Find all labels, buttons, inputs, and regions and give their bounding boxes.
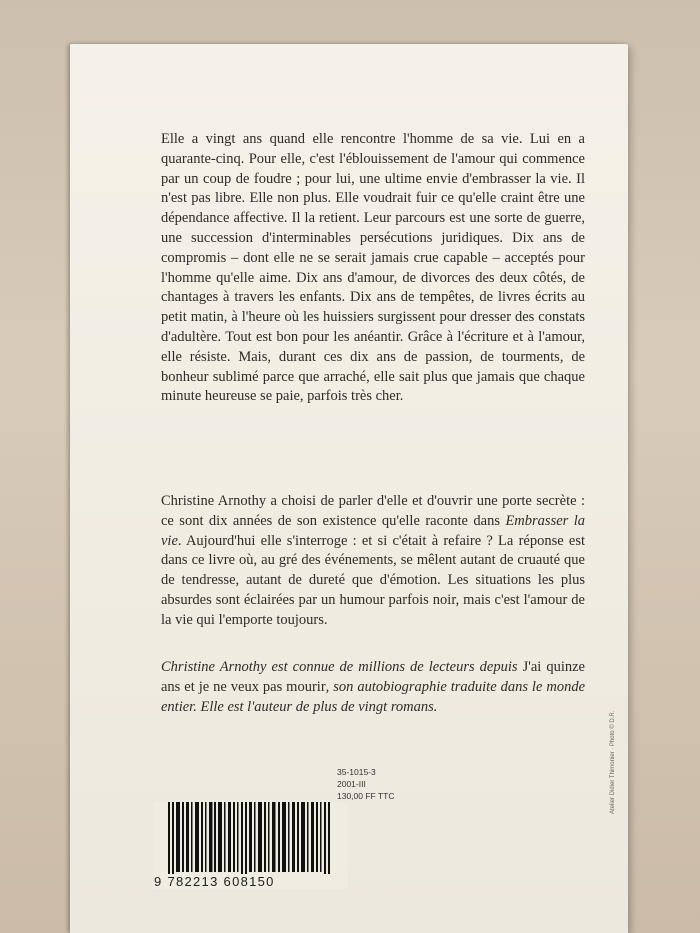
paragraph-3-text [161,658,585,717]
edition-code: 2001-III [337,779,366,789]
paragraph-2-part-1: Christine Arnothy a choisi de parler d'elle et d'ouvrir une porte secrète : ce sont dix années de son existence qu'elle raconte dans [161,493,585,529]
paragraph-3-part-2: , son [325,678,358,695]
book-title-embrasser-la-vie: Embrasser la vie [161,512,586,549]
isbn-barcode [154,802,348,902]
book-title-jai-quinze-ans: J'ai quinze ans et je ne veux pas mourir [161,659,585,695]
book-back-cover [70,44,628,933]
catalog-number: 35-1015-3 [337,767,376,777]
photo-credit: Atelier Didier Thimonier · Photo © D.R. [610,710,616,814]
paragraph-1-text: Elle a vingt ans quand elle rencontre l'homme de sa vie. Lui en a quarante-cinq. Pour elle, c'est l'éblouissement de l'amour qui commence par un coup de foudre ; pour lui, une ultime envie d'embrasser la vie. Il n'est pas libre. Elle non plus. Elle voudrait fuir ce qu'elle craint être une dépendance affective. Il la retient. Leur parcours est une sorte de guerre, une succession d'interminables persécutions juridiques. Dix ans de compromis – dont elle ne se serait jamais crue capable – acceptés pour l'homme qu'elle aime. Dix ans d'amour, de divorces des deux côtés, de chantages à travers les enfants. Dix ans de tempêtes, de livres écrits au petit matin, à l'heure où les huissiers surgissent pour dresser des constats d'adultère. Tout est bon pour les anéantir. Grâce à l'écriture et à l'amour, elle résiste. Mais, durant ces dix ans de passion, de tourments, de bonheur sublimé parce que arraché, elle sait plus que jamais que chaque minute heureuse se paie, parfois très cher. [161,131,585,405]
paragraph-3-part-1: Christine Arnothy est connue de millions de lecteurs depuis [161,659,523,675]
paragraph-2-text [161,492,585,631]
paragraph-2-part-2: . Aujourd'hui elle s'interroge : et si c'était à refaire ? La réponse est dans ce livre où, au gré des événements, se mêlent autant de cruauté que de tendresse, autant de dureté que d'émotion. Les situations les plus absurdes sont éclairées par un humour parfois noir, mais c'est l'amour de la vie qui l'emporte toujours. [161,532,585,628]
blurb-paragraph-2 [161,492,585,631]
blurb-paragraph-1 [161,130,585,407]
barcode-digits: 9 782213 608150 [154,874,348,889]
price-block [337,766,394,802]
blurb-paragraph-3-author-bio [161,658,585,717]
paragraph-3-part-3: autobiographie traduite dans le monde entier. Elle est l'auteur de plus de vingt romans. [161,678,586,715]
price-label: 130,00 FF TTC [337,791,395,801]
barcode-bars [154,802,348,874]
